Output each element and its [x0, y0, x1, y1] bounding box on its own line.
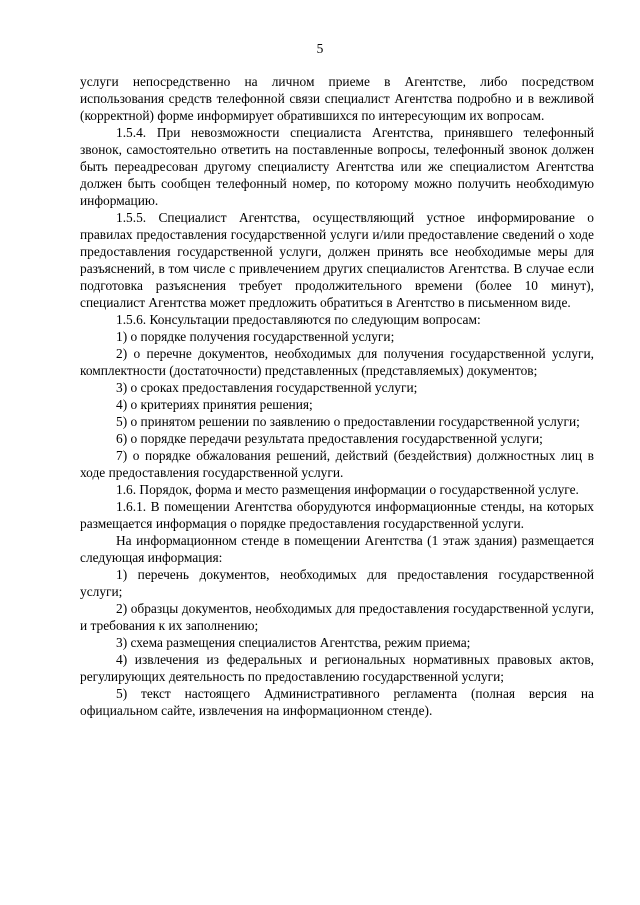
- paragraph: 1.5.4. При невозможности специалиста Агентства, принявшего телефонный звонок, самостоятельно ответить на поставленные вопросы, телефонный звонок должен быть переадресован другому специалисту Агентства или же специалистом Агентства должен быть сообщен телефонный номер, по которому можно получить необходимую информацию.: [80, 125, 594, 208]
- paragraph: 1.6.1. В помещении Агентства оборудуются информационные стенды, на которых размещается информация о порядке предоставления государственной услуги.: [80, 499, 594, 531]
- paragraph: 1.5.6. Консультации предоставляются по следующим вопросам:: [116, 312, 481, 327]
- paragraph: 6) о порядке передачи результата предоставления государственной услуги;: [116, 431, 543, 446]
- document-body: [80, 73, 594, 719]
- page-number: 5: [316, 41, 324, 56]
- paragraph: 1.5.5. Специалист Агентства, осуществляющий устное информирование о правилах предоставления государственной услуги и/или предоставление сведений о ходе предоставления государственной услуги, должен принять все необходимые меры для разъяснений, в том числе с привлечением других специалистов Агентства. В случае если подготовка разъяснения требует продолжительного времени (более 10 минут), специалист Агентства может предложить обратиться в Агентство в письменном виде.: [80, 210, 594, 310]
- paragraph: 3) о сроках предоставления государственной услуги;: [116, 380, 418, 395]
- paragraph: 1) о порядке получения государственной услуги;: [116, 329, 395, 344]
- paragraph: 7) о порядке обжалования решений, действий (бездействия) должностных лиц в ходе предоставления государственной услуги.: [80, 448, 594, 480]
- paragraph: услуги непосредственно на личном приеме в Агентстве, либо посредством использования средств телефонной связи специалист Агентства подробно и в вежливой (корректной) форме информирует обратившихся по интересующим их вопросам.: [80, 74, 594, 123]
- paragraph: 1.6. Порядок, форма и место размещения информации о государственной услуге.: [116, 482, 579, 497]
- paragraph: 4) о критериях принятия решения;: [116, 397, 313, 412]
- paragraph: 5) о принятом решении по заявлению о предоставлении государственной услуги;: [116, 414, 580, 429]
- paragraph: На информационном стенде в помещении Агентства (1 этаж здания) размещается следующая информация:: [80, 533, 594, 565]
- paragraph: 4) извлечения из федеральных и региональных нормативных правовых актов, регулирующих деятельность по предоставлению государственной услуги;: [80, 652, 594, 684]
- paragraph: 2) о перечне документов, необходимых для получения государственной услуги, комплектности (достаточности) представленных (представляемых) документов;: [80, 346, 594, 378]
- paragraph: 1) перечень документов, необходимых для предоставления государственной услуги;: [80, 567, 594, 599]
- paragraph: 2) образцы документов, необходимых для предоставления государственной услуги, и требования к их заполнению;: [80, 601, 594, 633]
- paragraph: 5) текст настоящего Административного регламента (полная версия на официальном сайте, извлечения на информационном стенде).: [80, 686, 594, 718]
- paragraph: 3) схема размещения специалистов Агентства, режим приема;: [116, 635, 471, 650]
